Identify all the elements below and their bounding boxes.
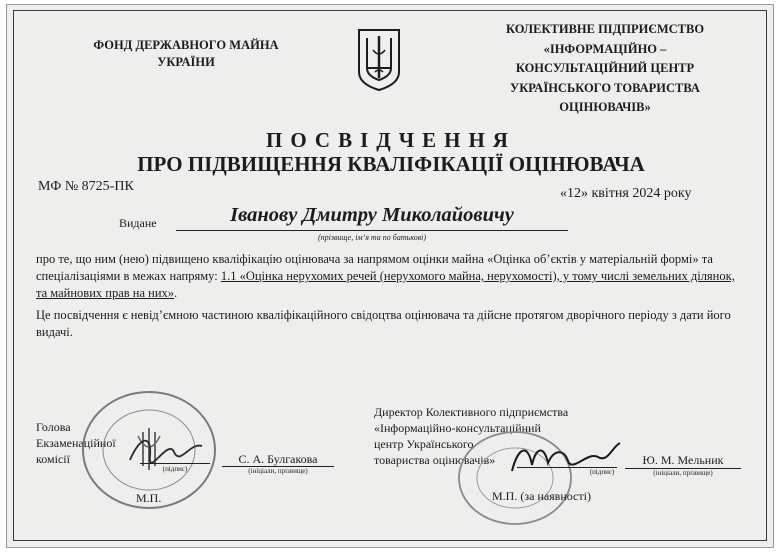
- chairman-sign-hint: (підпис): [162, 465, 188, 473]
- issue-date: «12» квітня 2024 року: [560, 186, 692, 201]
- recipient-name: Іванову Дмитру Миколайовичу: [230, 204, 514, 226]
- trident-emblem: [356, 28, 402, 92]
- director-name: Ю. М. Мельник: [642, 453, 724, 467]
- director-seal-label: М.П. (за наявності): [492, 489, 591, 503]
- chairman-sign-line: [140, 463, 210, 464]
- chairman-signature-mark: [126, 430, 206, 470]
- certificate-number: МФ № 8725-ПК: [38, 179, 134, 194]
- body-text: про те, що ним (нею) підвищено кваліфікацію оцінювача за напрямом оцінки майна «Оцінка об’єктів у матеріальній формі» та спеціалізаціями в межах напряму:: [36, 252, 713, 283]
- body-paragraph-1: [36, 251, 748, 302]
- body-text-end: .: [174, 286, 178, 300]
- body-paragraph-2: Це посвідчення є невід’ємною частиною кваліфікаційного свідоцтва оцінювача та дійсне протягом дворічного періоду з дати його видачі.: [36, 308, 731, 339]
- organization-title: КОЛЕКТИВНЕ ПІДПРИЄМСТВО «ІНФОРМАЦІЙНО – КОНСУЛЬТАЦІЙНИЙ ЦЕНТР УКРАЇНСЬКОГО ТОВАРИСТВА ОЦІНЮВАЧІВ»: [505, 22, 705, 114]
- chairman-name: С. А. Булгакова: [238, 452, 318, 466]
- specialization-text: 1.1 «Оцінка нерухомих речей (нерухомого майна, нерухомості), у тому числі земельних ділянок, та майнових прав на них»: [36, 269, 735, 300]
- director-sign-hint: (підпис): [589, 468, 615, 476]
- director-role: Директор Колективного підприємства «Інформаційно-консультаційний центр Українського товариства оцінювачів»: [374, 405, 569, 467]
- director-name-hint: (ініціали, прізвище): [653, 469, 713, 477]
- recipient-underline: [176, 230, 568, 231]
- document-title: ПОСВІДЧЕННЯ: [266, 128, 516, 152]
- document-subtitle: ПРО ПІДВИЩЕННЯ КВАЛІФІКАЦІЇ ОЦІНЮВАЧА: [137, 152, 645, 176]
- fund-title: ФОНД ДЕРЖАВНОГО МАЙНА УКРАЇНИ: [93, 38, 279, 69]
- chairman-name-hint: (ініціали, прізвище): [248, 467, 308, 475]
- issued-label: Видане: [119, 216, 157, 230]
- chairman-seal-label: М.П.: [136, 491, 162, 505]
- recipient-hint: (прізвище, ім’я та по батькові): [317, 233, 427, 242]
- chairman-role: Голова Екзаменаційної комісії: [36, 420, 116, 466]
